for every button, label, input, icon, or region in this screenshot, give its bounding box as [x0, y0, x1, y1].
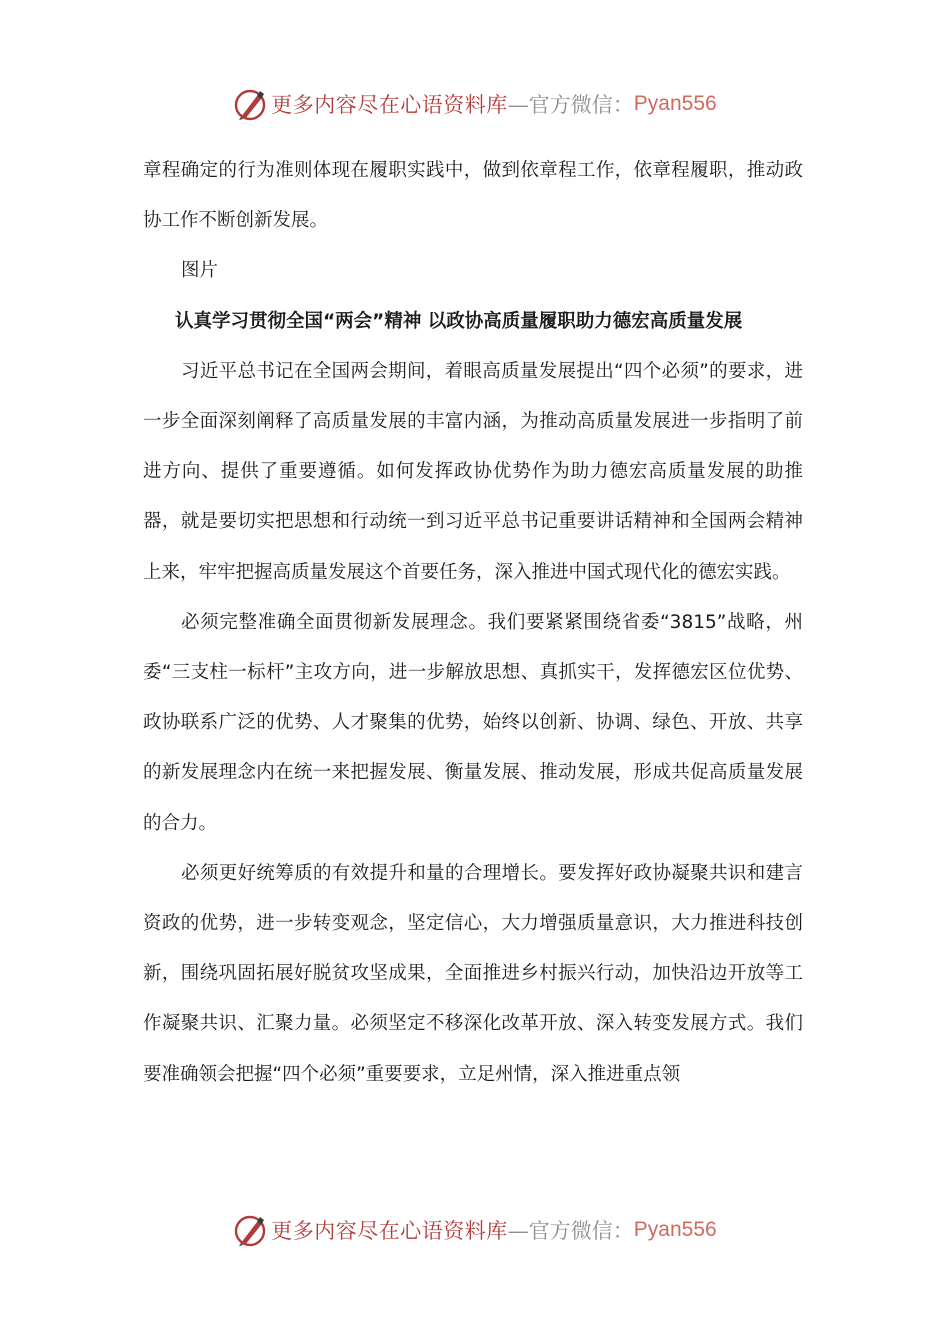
paragraph: 必须更好统筹质的有效提升和量的合理增长。要发挥好政协凝聚共识和建言资政的优势，进一步转变观念，坚定信心，大力增强质量意识，大力推进科技创新，围绕巩固拓展好脱贫攻坚成果，全面推进乡村振兴行动，加快沿边开放等工作凝聚共识、汇聚力量。必须坚定不移深化改革开放、深入转变发展方式。我们要准确领会把握“四个必须”重要要求，立足州情，深入推进重点领 [143, 862, 803, 1085]
banner-wechat-id: Pyan556 [633, 1218, 717, 1241]
image-caption: 图片 [181, 260, 219, 282]
banner-wechat-label: —官方微信： [507, 93, 634, 117]
paragraph: 习近平总书记在全国两会期间，着眼高质量发展提出“四个必须”的要求，进一步全面深刻阐释了高质量发展的丰富内涵，为推动高质量发展进一步指明了前进方向、提供了重要遵循。如何发挥政协优势作为助力德宏高质量发展的助推器，就是要切实把思想和行动统一到习近平总书记重要讲话精神和全国两会精神上来，牢牢把握高质量发展这个首要任务，深入推进中国式现代化的德宏实践。 [143, 360, 803, 583]
pen-logo-icon [233, 87, 267, 121]
paragraph: 章程确定的行为准则体现在履职实践中，做到依章程工作，依章程履职，推动政协工作不断创新发展。 [143, 160, 803, 232]
paragraph: 必须完整准确全面贯彻新发展理念。我们要紧紧围绕省委“3815”战略，州委“三支柱一标杆”主攻方向，进一步解放思想、真抓实干，发挥德宏区位优势、政协联系广泛的优势、人才聚集的优势，始终以创新、协调、绿色、开放、共享的新发展理念内在统一来把握发展、衡量发展、推动发展，形成共促高质量发展的合力。 [143, 611, 803, 834]
banner-wechat-id: Pyan556 [633, 92, 717, 115]
footer-banner [0, 1210, 950, 1250]
pen-logo-icon [233, 1213, 267, 1247]
banner-wechat-label: —官方微信： [507, 1219, 634, 1243]
banner-text: 更多内容尽在心语资料库 [271, 93, 508, 117]
section-heading: 认真学习贯彻全国“两会”精神 以政协高质量履职助力德宏高质量发展 [175, 310, 743, 332]
banner-text: 更多内容尽在心语资料库 [271, 1219, 508, 1243]
document-body [143, 146, 803, 1100]
header-banner [0, 84, 950, 124]
